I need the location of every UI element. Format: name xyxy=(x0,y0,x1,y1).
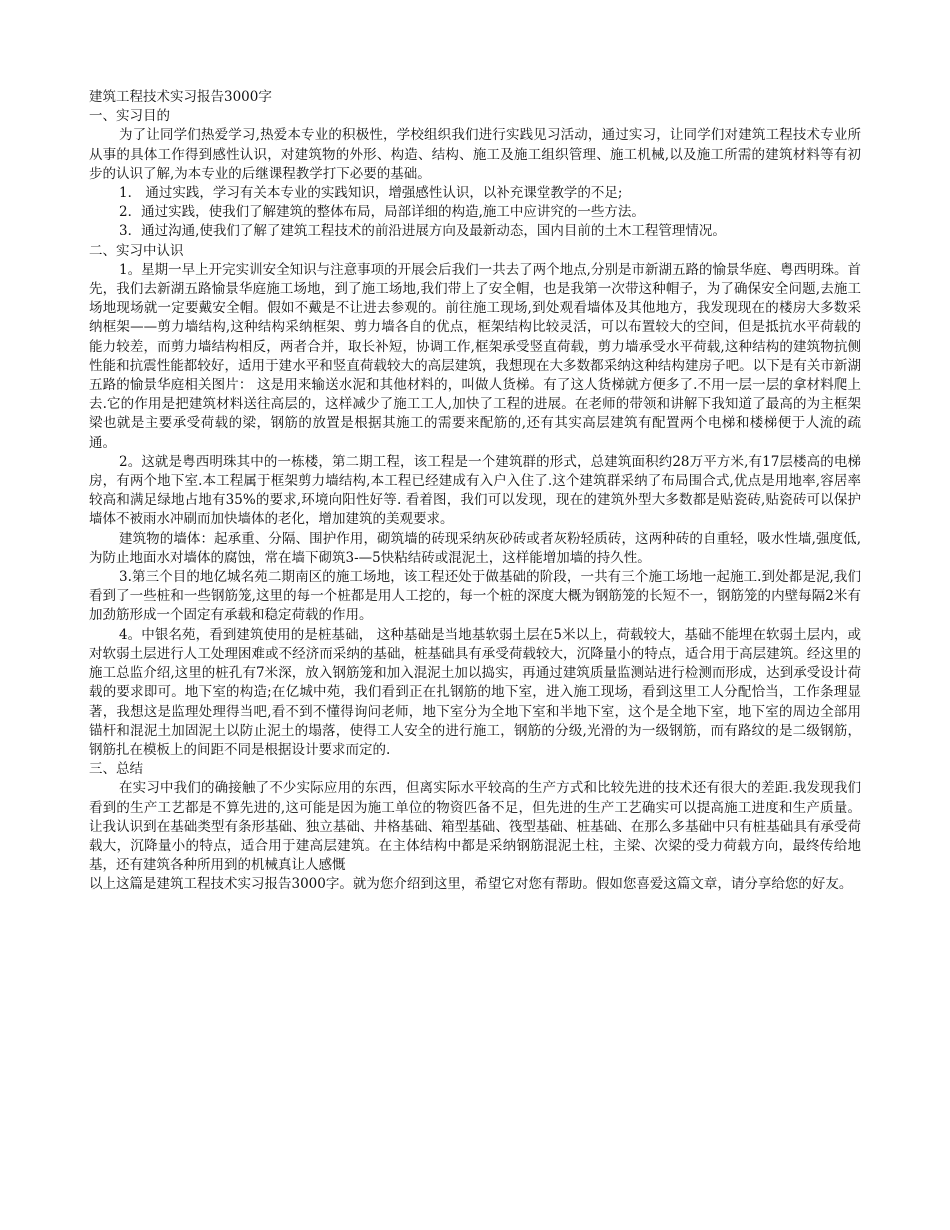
purpose-point-2: 2．通过实践，使我们了解建筑的整体布局，局部详细的构造,施工中应讲究的一些方法。 xyxy=(119,204,645,221)
cognition-paragraph-4: 4。中银名苑，看到建筑使用的是桩基础， 这种基础是当地基软弱土层在5米以上，荷载较大，基础不能埋在软弱土层内，或对软弱土层进行人工处理困难或不经济而采纳的基础，桩基础具有承受荷载较大，沉降量小的特点，适合用于高层建筑。经这里的施工总监介绍,这里的桩孔有7米深，放入钢筋笼和加入混泥土加以捣实，再通过建筑质量监测站进行检测而形成，达到承受设计荷载的要求即可。地下室的构造;在亿城中苑，我们看到正在扎钢筋的地下室，进入施工现场，看到这里工人分配恰当，工作条理显著，我想这是监理处理得当吧,看不到不懂得询问老师，地下室分为全地下室和半地下室，这个是全地下室，地下室的周边全部用锚杆和混泥土加固泥土以防止泥土的塌落，使得工人安全的进行施工，钢筋的分级,光滑的为一级钢筋，而有路纹的是二级钢筋，钢筋扎在模板上的间距不同是根据设计要求而定的. xyxy=(89,626,861,758)
purpose-point-1: 1． 通过实践，学习有关本专业的实践知识，增强感性认识，以补充课堂教学的不足; xyxy=(119,185,623,202)
document-title: 建筑工程技术实习报告3000字 xyxy=(89,89,272,105)
section-heading-summary: 三、总结 xyxy=(89,761,143,778)
cognition-paragraph-3: 3.第三个目的地亿城名苑二期南区的施工场地，该工程还处于做基础的阶段，一共有三个施工场地一起施工.到处都是泥,我们看到了一些桩和一些钢筋笼,这里的每一个桩都是用人工挖的，每一个桩的深度大概为钢筋笼的长短不一，钢筋笼的内壁每隔2米有加劲筋形成一个固定有承载和稳定荷载的作用。 xyxy=(89,569,861,624)
purpose-intro-paragraph: 为了让同学们热爱学习,热爱本专业的积极性，学校组织我们进行实践见习活动，通过实习，让同学们对建筑工程技术专业所从事的具体工作得到感性认识，对建筑物的外形、构造、结构、施工及施工组织管理、施工机械,以及施工所需的建筑材料等有初步的认识了解,为本专业的后继课程教学打下必要的基础。 xyxy=(89,127,861,182)
purpose-point-3: 3．通过沟通,使我们了解了建筑工程技术的前沿进展方向及最新动态，国内目前的土木工程管理情况。 xyxy=(119,223,726,240)
summary-paragraph: 在实习中我们的确接触了不少实际应用的东西，但离实际水平较高的生产方式和比较先进的技术还有很大的差距.我发现我们看到的生产工艺都是不算先进的,这可能是因为施工单位的物资匹备不足，但先进的生产工艺确实可以提高施工进度和生产质量。让我认识到在基础类型有条形基础、独立基础、井格基础、箱型基础、筏型基础、桩基础、在那么多基础中只有桩基础具有承受荷载大，沉降量小的特点，适合用于建高层建筑。在主体结构中都是采纳钢筋混泥土柱，主梁、次梁的受力荷载方向，最终传给地基，还有建筑各种所用到的机械真让人感慨 xyxy=(89,780,861,874)
cognition-paragraph-1: 1。星期一早上开完实训安全知识与注意事项的开展会后我们一共去了两个地点,分别是市新湖五路的愉景华庭、粤西明珠。首先，我们去新湖五路愉景华庭施工场地，到了施工场地,我们带上了安全帽，也是我第一次带这种帽子，为了确保安全问题,去施工场地现场就一定要戴安全帽。假如不戴是不让进去参观的。前往施工现场,到处观看墙体及其他地方，我发现现在的楼房大多数采纳框架——剪力墙结构,这种结构采纳框架、剪力墙各自的优点，框架结构比较灵活，可以布置较大的空间，但是抵抗水平荷载的能力较差，而剪力墙结构相反，两者合并，取长补短，协调工作,框架承受竖直荷载，剪力墙承受水平荷载,这种结构的建筑物抗侧性能和抗震性能都较好，适用于建水平和竖直荷载较大的高层建筑，我想现在大多数都采纳这种结构建房子吧。以下是有关市新湖五路的愉景华庭相关图片： 这是用来输送水泥和其他材料的，叫做人货梯。有了这人货梯就方便多了.不用一层一层的拿材料爬上去.它的作用是把建筑材料送往高层的，这样减少了施工工人,加快了工程的进展。在老师的带领和讲解下我知道了最高的为主框架梁也就是主要承受荷载的梁，钢筋的放置是根据其施工的需要来配筋的,还有其实高层建筑有配置两个电梯和楼梯便于人流的疏通。 xyxy=(89,261,861,451)
cognition-paragraph-walls: 建筑物的墙体：起承重、分隔、围护作用，砌筑墙的砖现采纳灰砂砖或者灰粉轻质砖，这两种砖的自重轻，吸水性墙,强度低,为防止地面水对墙体的腐蚀，常在墙下砌筑3-—5快粘结砖或混泥土，这样能增加墙的持久性。 xyxy=(89,530,861,566)
closing-paragraph: 以上这篇是建筑工程技术实习报告3000字。就为您介绍到这里，希望它对您有帮助。假如您喜爱这篇文章，请分享给您的好友。 xyxy=(89,876,853,893)
cognition-paragraph-2: 2。这就是粤西明珠其中的一栋楼，第二期工程，该工程是一个建筑群的形式，总建筑面积约28万平方米,有17层楼高的电梯房，有两个地下室.本工程属于框架剪力墙结构,本工程已经建成有入户入住了.这个建筑群采纳了布局围合式,优点是用地率,容居率较高和满足绿地占地有35%的要求,环境向阳性好等. 看着图，我们可以发现，现在的建筑外型大多数都是贴瓷砖,贴瓷砖可以保护墙体不被雨水冲刷而加快墙体的老化，增加建筑的美观要求。 xyxy=(89,453,861,528)
section-heading-cognition: 二、实习中认识 xyxy=(89,242,184,259)
section-heading-purpose: 一、实习目的 xyxy=(89,108,170,125)
report-document xyxy=(89,88,861,895)
